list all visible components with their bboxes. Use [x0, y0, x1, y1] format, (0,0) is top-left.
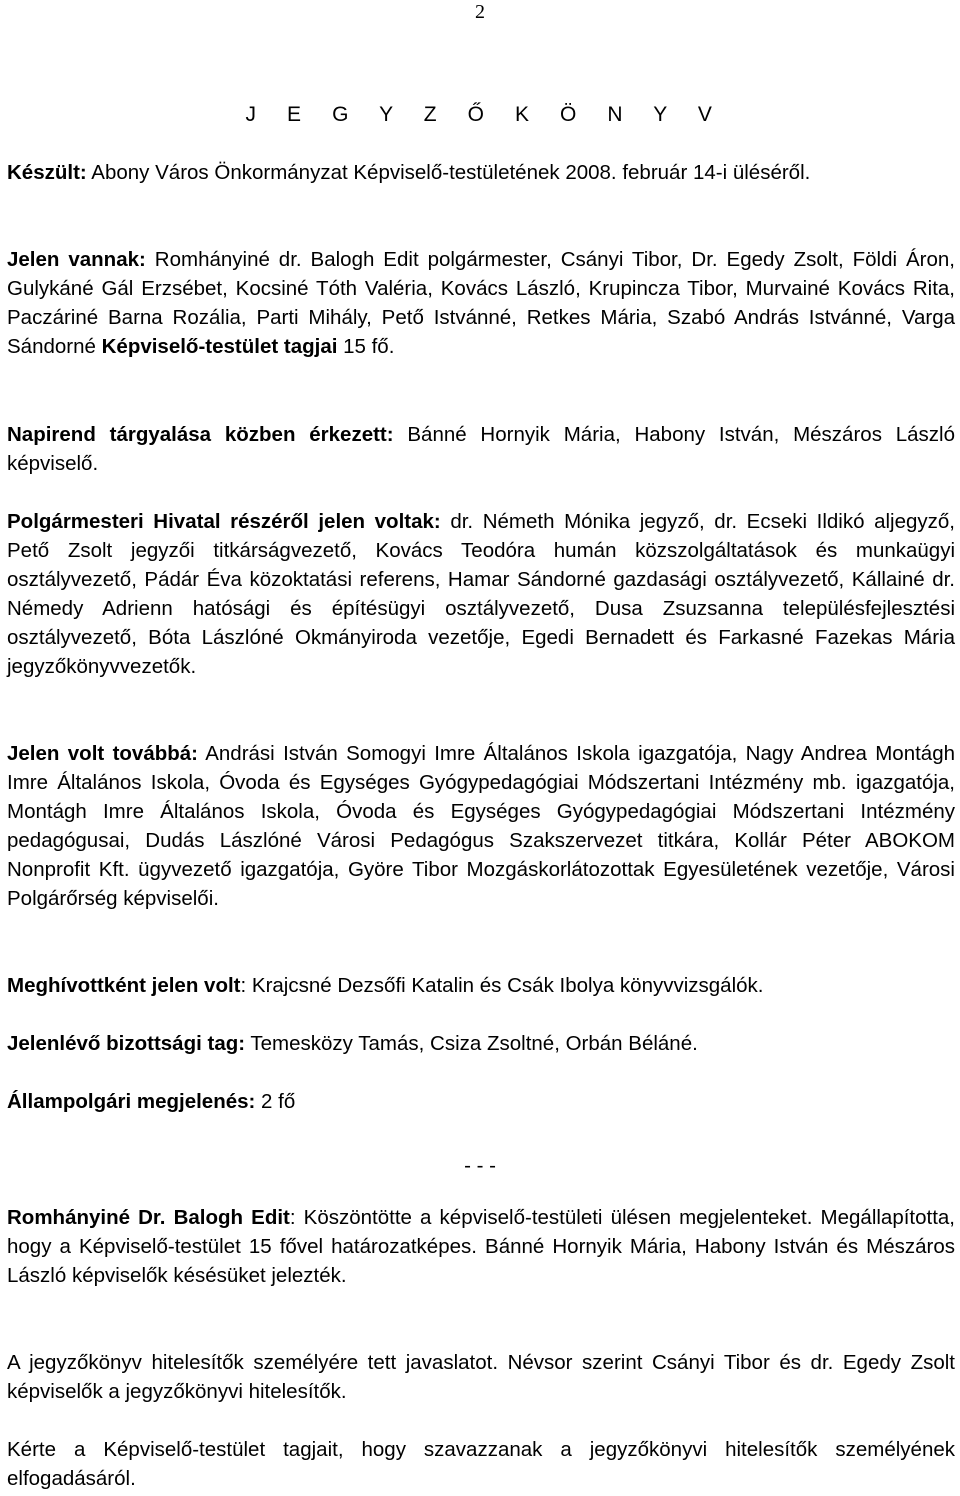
prepared-label: Készült: [7, 161, 87, 184]
present-label-2: Képviselő-testület tagjai [101, 335, 338, 358]
invited-label: Meghívottként jelen volt [7, 974, 241, 997]
committee-paragraph [7, 1029, 955, 1058]
present-text: Romhányiné dr. Balogh Edit polgármester, Csányi Tibor, Dr. Egedy Zsolt, Földi Áron, Gulykáné Gál Erzsébet, Kocsiné Tóth Valéria, Kovács László, Krupincza Tibor, Murvainé Kovács Rita, Paczáriné Barna Rozália, Parti Mihály, Pető Istvánné, Retkes Mária, Szabó András Istvánné, Varga Sándorné [7, 248, 956, 358]
also-present-paragraph [7, 739, 955, 913]
office-text: dr. Németh Mónika jegyző, dr. Ecseki Ildikó aljegyző, Pető Zsolt jegyzői titkárságvezető, Kovács Teodóra humán közszolgáltatások és munkaügyi osztályvezető, Pádár Éva közoktatási referens, Hamar Sándorné gazdasági osztályvezető, Kállainé dr. Némedy Adrienn hatósági és építésügyi osztályvezető, Dusa Zsuzsanna településfejlesztési osztályvezető, Bóta Lászlóné Okmányiroda vezetője, Egedi Bernadett és Farkasné Fazekas Mária jegyzőkönyvvezetők. [7, 510, 955, 678]
committee-text: Temesközy Tamás, Csiza Zsoltné, Orbán Béláné. [245, 1032, 698, 1055]
mayor-paragraph [7, 1203, 955, 1290]
separator: - - - [464, 1154, 496, 1177]
committee-label: Jelenlévő bizottsági tag: [7, 1032, 246, 1055]
mayor-label: Romhányiné Dr. Balogh Edit [7, 1206, 290, 1229]
invited-text: : Krajcsné Dezsőfi Katalin és Csák Ibolya könyvvizsgálók. [240, 974, 764, 997]
citizens-paragraph [7, 1087, 955, 1116]
citizens-label: Állampolgári megjelenés: [7, 1090, 256, 1113]
invited-paragraph [7, 971, 955, 1000]
office-paragraph [7, 507, 955, 681]
proposal-paragraph: A jegyzőkönyv hitelesítők személyére tett javaslatot. Névsor szerint Csányi Tibor és dr. Egedy Zsolt képviselők a jegyzőkönyvi hitelesítők. [7, 1351, 955, 1403]
present-paragraph [7, 245, 955, 361]
page-number: 2 [475, 1, 485, 23]
also-present-text: Andrási István Somogyi Imre Általános Iskola igazgatója, Nagy Andrea Montágh Imre Általános Iskola, Óvoda és Egységes Gyógypedagógiai Módszertani Intézmény mb. igazgatója, Montágh Imre Általános Iskola, Óvoda és Egységes Gyógypedagógiai Módszertani Intézmény pedagógusai, Dudás Lászlóné Városi Pedagógus Szakszervezet titkára, Kollár Péter ABOKOM Nonprofit Kft. ügyvezető igazgatója, Györe Tibor Mozgáskorlátozottak Egyesületének vezetője, Városi Polgárőrség képviselői. [7, 742, 955, 910]
arrived-paragraph [7, 420, 955, 478]
document-title: J E G Y Z Ő K Ö N Y V [245, 103, 725, 126]
arrived-label: Napirend tárgyalása közben érkezett: [7, 423, 394, 446]
office-label: Polgármesteri Hivatal részéről jelen voltak: [7, 510, 441, 533]
mayor-text: : Köszöntötte a képviselő-testületi ülésen megjelenteket. Megállapította, hogy a Képviselő-testület 15 fővel határozatképes. Bánné Hornyik Mária, Habony István és Mészáros László képviselők késésüket jelezték. [7, 1206, 956, 1287]
present-label: Jelen vannak: [7, 248, 146, 271]
prepared-paragraph [7, 158, 955, 187]
prepared-text: Abony Város Önkormányzat Képviselő-testületének 2008. február 14-i üléséről. [86, 161, 811, 184]
vote-request-paragraph: Kérte a Képviselő-testület tagjait, hogy szavazzanak a jegyzőkönyvi hitelesítők személyének elfogadásáról. [7, 1438, 955, 1490]
arrived-text: Bánné Hornyik Mária, Habony István, Mészáros László képviselő. [7, 423, 955, 475]
also-present-label: Jelen volt továbbá: [7, 742, 198, 765]
citizens-text: 2 fő [255, 1090, 296, 1113]
present-text-2: 15 fő. [337, 335, 395, 358]
